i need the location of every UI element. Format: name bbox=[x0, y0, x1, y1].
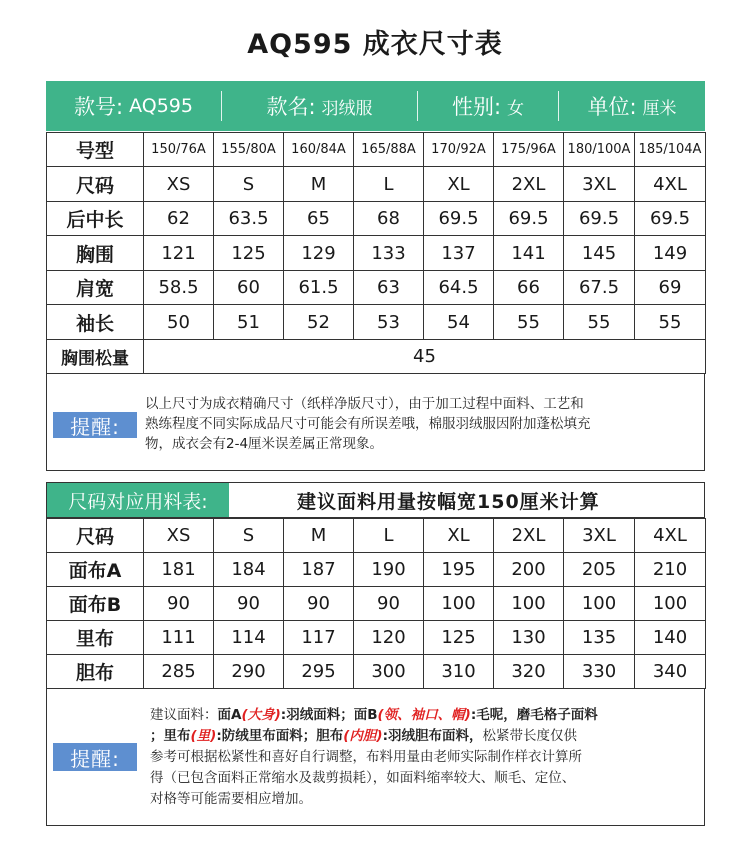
text: :羽绒胆布面料， bbox=[382, 728, 483, 744]
cell: 320 bbox=[494, 655, 564, 689]
cell: 54 bbox=[424, 305, 494, 340]
style-no-label: 款号: bbox=[74, 95, 124, 119]
cell: 129 bbox=[284, 236, 354, 271]
cell: S bbox=[214, 167, 284, 202]
cell: 65 bbox=[284, 202, 354, 236]
style-name-label: 款名: bbox=[266, 95, 316, 119]
fabric-section-label: 尺码对应用料表: bbox=[47, 483, 229, 517]
table-row bbox=[47, 553, 706, 587]
cell: 140 bbox=[635, 621, 706, 655]
cell: 125 bbox=[214, 236, 284, 271]
ease-row bbox=[47, 340, 706, 374]
cell: 285 bbox=[144, 655, 214, 689]
cell: 195 bbox=[424, 553, 494, 587]
row-header: 胸围松量 bbox=[47, 340, 144, 374]
cell: 295 bbox=[284, 655, 354, 689]
cell: 100 bbox=[424, 587, 494, 621]
cell: 200 bbox=[494, 553, 564, 587]
tip-line: 以上尺寸为成衣精确尺寸（纸样净版尺寸），由于加工过程中面料、工艺和 bbox=[145, 396, 584, 412]
gender-value: 女 bbox=[507, 98, 525, 119]
cell: 184 bbox=[214, 553, 284, 587]
cell: 111 bbox=[144, 621, 214, 655]
cell: 187 bbox=[284, 553, 354, 587]
table-row bbox=[47, 621, 706, 655]
cell: 4XL bbox=[635, 519, 706, 553]
cell: 52 bbox=[284, 305, 354, 340]
cell: 181 bbox=[144, 553, 214, 587]
cell: 130 bbox=[494, 621, 564, 655]
cell: XS bbox=[144, 519, 214, 553]
cell: 141 bbox=[494, 236, 564, 271]
highlight: (领、袖口、帽) bbox=[377, 707, 471, 723]
header-bar bbox=[46, 81, 705, 131]
fabric-section-header bbox=[46, 482, 705, 518]
cell: 149 bbox=[635, 236, 706, 271]
tip-box-2 bbox=[46, 688, 705, 826]
tip-box-1 bbox=[46, 373, 705, 471]
cell: XL bbox=[424, 519, 494, 553]
cell: 165/88A bbox=[354, 133, 424, 167]
table-row bbox=[47, 587, 706, 621]
cell: 63.5 bbox=[214, 202, 284, 236]
row-header: 面布A bbox=[47, 553, 144, 587]
tip-line: 得（已包含面料正常缩水及裁剪损耗），如面料缩率较大、顺毛、定位、 bbox=[150, 770, 576, 786]
cell: 55 bbox=[564, 305, 635, 340]
cell: XL bbox=[424, 167, 494, 202]
cell: 180/100A bbox=[564, 133, 635, 167]
text: :毛呢，磨毛格子面料 bbox=[470, 707, 598, 723]
style-no bbox=[46, 81, 221, 131]
cell: 121 bbox=[144, 236, 214, 271]
cell: 133 bbox=[354, 236, 424, 271]
cell: 155/80A bbox=[214, 133, 284, 167]
fabric-table bbox=[46, 518, 706, 689]
cell: 100 bbox=[635, 587, 706, 621]
style-name bbox=[222, 81, 417, 131]
cell: 58.5 bbox=[144, 271, 214, 305]
cell: 310 bbox=[424, 655, 494, 689]
tip-text bbox=[150, 705, 698, 810]
row-header: 胸围 bbox=[47, 236, 144, 271]
text: 面A bbox=[217, 707, 242, 723]
cell: 53 bbox=[354, 305, 424, 340]
cell: 135 bbox=[564, 621, 635, 655]
cell: XS bbox=[144, 167, 214, 202]
row-header: 尺码 bbox=[47, 167, 144, 202]
row-header: 号型 bbox=[47, 133, 144, 167]
cell: 185/104A bbox=[635, 133, 706, 167]
unit-label: 单位: bbox=[587, 95, 637, 119]
cell: 2XL bbox=[494, 167, 564, 202]
size-table bbox=[46, 132, 706, 374]
cell: 68 bbox=[354, 202, 424, 236]
row-header: 面布B bbox=[47, 587, 144, 621]
cell: 160/84A bbox=[284, 133, 354, 167]
cell: 340 bbox=[635, 655, 706, 689]
highlight: (内胆) bbox=[343, 728, 383, 744]
style-name-value: 羽绒服 bbox=[321, 98, 373, 119]
table-row bbox=[47, 271, 706, 305]
table-row bbox=[47, 519, 706, 553]
page-title: AQ595 成衣尺寸表 bbox=[247, 29, 503, 60]
tip-text bbox=[145, 394, 591, 454]
cell: S bbox=[214, 519, 284, 553]
cell: L bbox=[354, 519, 424, 553]
cell: 4XL bbox=[635, 167, 706, 202]
unit bbox=[559, 81, 705, 131]
cell: 69.5 bbox=[424, 202, 494, 236]
tip-line bbox=[150, 705, 698, 726]
cell: 3XL bbox=[564, 167, 635, 202]
cell: 117 bbox=[284, 621, 354, 655]
tip-line: 对格等可能需要相应增加。 bbox=[150, 791, 312, 807]
row-header: 尺码 bbox=[47, 519, 144, 553]
ease-value: 45 bbox=[144, 340, 706, 374]
cell: 114 bbox=[214, 621, 284, 655]
cell: 67.5 bbox=[564, 271, 635, 305]
cell: 290 bbox=[214, 655, 284, 689]
tip-line: 熟练程度不同实际成品尺寸可能会有所误差哦，棉服羽绒服因附加蓬松填充 bbox=[145, 416, 591, 432]
cell: 100 bbox=[494, 587, 564, 621]
tip-line bbox=[150, 726, 698, 747]
cell: L bbox=[354, 167, 424, 202]
cell: 69.5 bbox=[494, 202, 564, 236]
cell: 210 bbox=[635, 553, 706, 587]
table-row bbox=[47, 202, 706, 236]
cell: 69 bbox=[635, 271, 706, 305]
cell: 330 bbox=[564, 655, 635, 689]
gender bbox=[418, 81, 558, 131]
cell: 190 bbox=[354, 553, 424, 587]
row-header: 肩宽 bbox=[47, 271, 144, 305]
tip-badge: 提醒: bbox=[53, 743, 137, 771]
row-header: 胆布 bbox=[47, 655, 144, 689]
cell: M bbox=[284, 519, 354, 553]
cell: 60 bbox=[214, 271, 284, 305]
cell: 120 bbox=[354, 621, 424, 655]
cell: 61.5 bbox=[284, 271, 354, 305]
style-no-value: AQ595 bbox=[129, 95, 193, 117]
cell: 2XL bbox=[494, 519, 564, 553]
cell: 170/92A bbox=[424, 133, 494, 167]
cell: 55 bbox=[494, 305, 564, 340]
row-header: 后中长 bbox=[47, 202, 144, 236]
cell: 66 bbox=[494, 271, 564, 305]
text: ；里布 bbox=[150, 728, 191, 744]
cell: 90 bbox=[284, 587, 354, 621]
cell: 64.5 bbox=[424, 271, 494, 305]
cell: 150/76A bbox=[144, 133, 214, 167]
cell: 69.5 bbox=[635, 202, 706, 236]
row-header: 袖长 bbox=[47, 305, 144, 340]
table-row bbox=[47, 133, 706, 167]
cell: 69.5 bbox=[564, 202, 635, 236]
table-row bbox=[47, 305, 706, 340]
unit-value: 厘米 bbox=[642, 98, 677, 119]
cell: 90 bbox=[144, 587, 214, 621]
table-row bbox=[47, 655, 706, 689]
text: :羽绒面料；面B bbox=[280, 707, 378, 723]
row-header: 里布 bbox=[47, 621, 144, 655]
cell: 62 bbox=[144, 202, 214, 236]
tip-badge: 提醒: bbox=[53, 412, 137, 438]
cell: 145 bbox=[564, 236, 635, 271]
cell: 90 bbox=[354, 587, 424, 621]
highlight: (里) bbox=[190, 728, 217, 744]
tip-line: 参考可根据松紧性和喜好自行调整，布料用量由老师实际制作样衣计算所 bbox=[150, 749, 582, 765]
cell: 205 bbox=[564, 553, 635, 587]
cell: 63 bbox=[354, 271, 424, 305]
cell: 51 bbox=[214, 305, 284, 340]
cell: 90 bbox=[214, 587, 284, 621]
cell: 125 bbox=[424, 621, 494, 655]
cell: 137 bbox=[424, 236, 494, 271]
text: 松紧带长度仅供 bbox=[482, 728, 577, 744]
cell: 175/96A bbox=[494, 133, 564, 167]
cell: M bbox=[284, 167, 354, 202]
text: 建议面料： bbox=[150, 707, 218, 723]
table-row bbox=[47, 167, 706, 202]
text: :防绒里布面料；胆布 bbox=[216, 728, 344, 744]
cell: 50 bbox=[144, 305, 214, 340]
highlight: (大身) bbox=[241, 707, 281, 723]
cell: 55 bbox=[635, 305, 706, 340]
cell: 300 bbox=[354, 655, 424, 689]
cell: 3XL bbox=[564, 519, 635, 553]
gender-label: 性别: bbox=[451, 95, 502, 119]
fabric-section-note: 建议面料用量按幅宽150厘米计算 bbox=[297, 490, 600, 513]
tip-line: 物，成衣会有2-4厘米误差属正常现象。 bbox=[145, 436, 384, 452]
table-row bbox=[47, 236, 706, 271]
cell: 100 bbox=[564, 587, 635, 621]
